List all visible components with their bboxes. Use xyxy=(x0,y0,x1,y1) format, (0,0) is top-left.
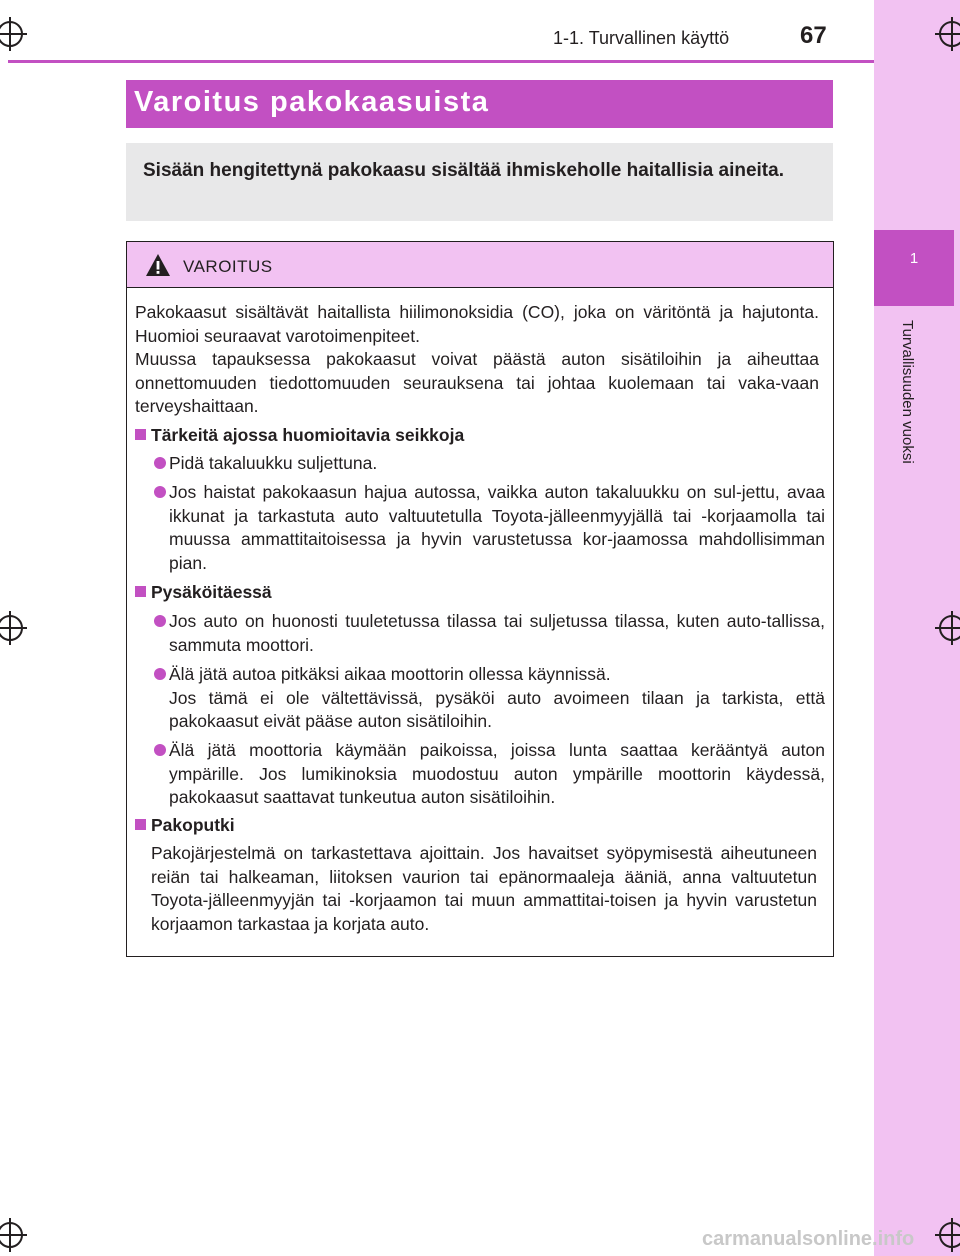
round-bullet-icon xyxy=(154,744,166,756)
chapter-title: 1-1. Turvallinen käyttö xyxy=(553,28,730,48)
subheading-text: Pysäköitäessä xyxy=(151,582,272,602)
round-bullet-icon xyxy=(154,615,166,627)
bullet-item xyxy=(169,481,825,575)
round-bullet-icon xyxy=(154,668,166,680)
bullet-text: Jos haistat pakokaasun hajua autossa, vaikka auton takaluukku on sul-jettu, avaa ikkunat ja tarkastuta auto valtuutetulla Toyota-jälleenmyyjällä tai -korjaamolla tai muussa ammattitaitoisessa ja hyvin varustetussa kor-jaamossa mahdollisimman pian. xyxy=(169,482,825,573)
watermark: carmanualsonline.info xyxy=(702,1228,915,1250)
subheading-text: Pakoputki xyxy=(151,815,235,835)
warning-triangle-icon xyxy=(145,253,171,277)
registration-mark-icon xyxy=(939,615,960,641)
registration-mark-icon xyxy=(0,1222,23,1248)
bullet-item xyxy=(169,739,825,810)
intro-box xyxy=(126,143,833,221)
subheading xyxy=(135,425,464,446)
square-bullet-icon xyxy=(135,819,146,830)
warning-paragraph-2: Muussa tapauksessa pakokaasut voivat päästä auton sisätiloihin ja aiheuttaa onnettomuuden tiedottomuuden seurauksena tai johtaa kuolemaan tai vaka-vaan terveyshaittaan. xyxy=(135,349,819,416)
chapter-tab-label: Turvallisuuden vuoksi xyxy=(899,320,916,464)
warning-paragraph xyxy=(135,301,819,419)
bullet-text: Älä jätä autoa pitkäksi aikaa moottorin ollessa käynnissä. xyxy=(169,664,611,684)
page-number: 67 xyxy=(800,22,827,49)
warning-paragraph-1: Pakokaasut sisältävät haitallista hiilimonoksidia (CO), joka on väritöntä ja hajutonta. Huomioi seuraavat varotoimenpiteet. xyxy=(135,302,819,346)
warning-box xyxy=(126,241,834,957)
section-paragraph: Pakojärjestelmä on tarkastettava ajoittain. Jos havaitset syöpymisestä aiheutuneen reiän tai halkeaman, liitoksen vaurion tai epänormaaleja ääniä, anna valtuutetun Toyota-jälleenmyyjän tai -korjaamon tai muun ammattitai-toisen ja hyvin varustetun korjaamon tarkastaa ja korjata auto. xyxy=(151,843,817,934)
header-rule xyxy=(8,60,874,63)
warning-label: VAROITUS xyxy=(183,257,273,276)
bullet-text: Jos auto on huonosti tuuletetussa tilassa tai suljetussa tilassa, kuten auto-tallissa, sammuta moottori. xyxy=(169,611,825,655)
bullet-text: Älä jätä moottoria käymään paikoissa, joissa lunta saattaa kerääntyä auton ympärille. Jos lumikinoksia muodostuu auton ympärille moottorin käydessä, pakokaasut saattavat tunkeutua auton sisätiloihin. xyxy=(169,740,825,807)
bullet-text: Pidä takaluukku suljettuna. xyxy=(169,453,378,473)
chapter-tab-active[interactable] xyxy=(874,230,954,306)
round-bullet-icon xyxy=(154,457,166,469)
warning-header xyxy=(127,242,833,288)
section-title: Varoitus pakokaasuista xyxy=(134,86,490,118)
registration-mark-icon xyxy=(939,1222,960,1248)
registration-mark-icon xyxy=(939,21,960,47)
registration-mark-icon xyxy=(0,21,23,47)
subheading-text: Tärkeitä ajossa huomioitavia seikkoja xyxy=(151,425,465,445)
chapter-tab-label-wrap xyxy=(898,320,918,520)
intro-text: Sisään hengitettynä pakokaasu sisältää ihmiskeholle haitallisia aineita. xyxy=(143,160,784,181)
square-bullet-icon xyxy=(135,429,146,440)
section-title-bar xyxy=(126,80,833,128)
bullet-item xyxy=(169,663,825,734)
bullet-item xyxy=(169,610,825,657)
registration-mark-icon xyxy=(0,615,23,641)
subheading xyxy=(135,815,235,836)
bullet-item xyxy=(169,452,825,476)
chapter-tab-number: 1 xyxy=(909,250,919,267)
bullet-continuation: Jos tämä ei ole vältettävissä, pysäköi auto avoimeen tilaan ja tarkista, että pakokaasut eivät pääse auton sisätiloihin. xyxy=(169,687,825,731)
round-bullet-icon xyxy=(154,486,166,498)
subheading xyxy=(135,582,272,603)
square-bullet-icon xyxy=(135,586,146,597)
